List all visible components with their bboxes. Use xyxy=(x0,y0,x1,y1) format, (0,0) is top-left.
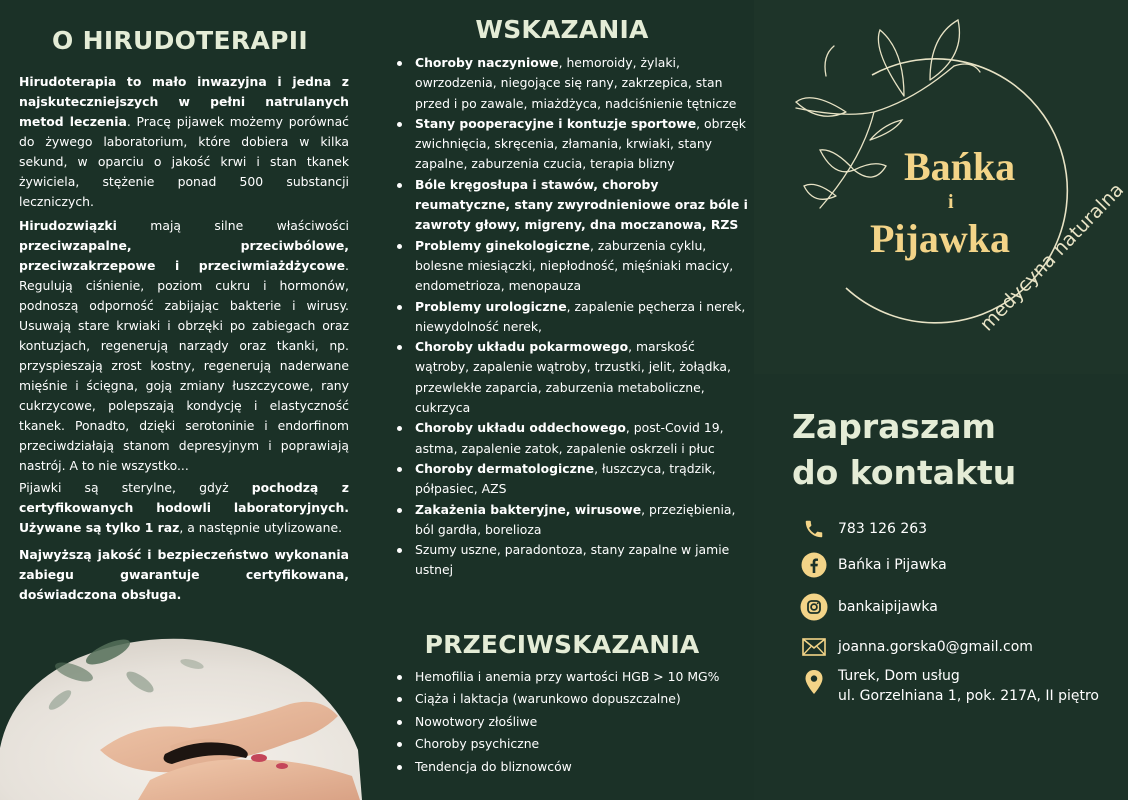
indications-panel xyxy=(370,0,754,800)
list-item: Ciąża i laktacja (warunkowo dopuszczalne) xyxy=(384,688,748,710)
item-bold: Choroby dermatologiczne xyxy=(415,460,595,476)
facebook-name: Bańka i Pijawka xyxy=(838,557,947,573)
item-bold: Choroby układu pokarmowego xyxy=(415,339,629,355)
phone-icon xyxy=(800,515,828,543)
contraindications-list xyxy=(384,666,748,778)
list-item xyxy=(384,500,748,541)
logo-line-3: Pijawka xyxy=(870,216,1010,261)
contact-email[interactable] xyxy=(800,633,1033,661)
item-bold: Zakażenia bakteryjne, wirusowe xyxy=(415,501,642,517)
location-pin-icon xyxy=(800,668,828,696)
contraindications-heading: PRZECIWSKAZANIA xyxy=(424,630,700,659)
contact-facebook[interactable] xyxy=(800,551,947,579)
email-address: joanna.gorska0@gmail.com xyxy=(838,639,1033,655)
item-text: , post-Covid 19, astma, zapalenie zatok, zapalenie oskrzeli i płuc xyxy=(415,420,724,456)
about-p3-text-1: Pijawki są sterylne, gdyż xyxy=(19,480,252,495)
contact-panel xyxy=(754,0,1128,800)
hands-leech-photo xyxy=(0,630,370,800)
item-bold: Stany pooperacyjne i kontuzje sportowe xyxy=(415,115,697,131)
about-paragraph-2 xyxy=(19,216,349,476)
about-p3-bold: pochodzą z certyfikowanych hodowli laboratoryjnych. Używane są tylko 1 raz xyxy=(19,480,349,535)
item-bold: Problemy urologiczne xyxy=(415,298,567,314)
list-item: Tendencja do bliznowców xyxy=(384,756,748,778)
list-item: Hemofilia i anemia przy wartości HGB > 10 MG% xyxy=(384,666,748,688)
about-paragraph-3 xyxy=(19,478,349,538)
address-line-2: ul. Gorzelniana 1, pok. 217A, II piętro xyxy=(838,688,1099,704)
instagram-handle: bankaipijawka xyxy=(838,599,938,615)
item-text: , zapalenie pęcherza i nerek, niewydolność nerek, xyxy=(415,298,746,334)
instagram-icon xyxy=(800,593,828,621)
item-bold: Problemy ginekologiczne xyxy=(415,237,590,253)
about-p1-text: . Pracę pijawek możemy porównać do żywego laboratorium, które dobiera w kilka sekund, w oparciu o jakość krwi i stan tkanek żywiciela, stężenie ponad 500 substancji leczniczych. xyxy=(19,114,349,209)
facebook-icon xyxy=(800,551,828,579)
contact-address xyxy=(800,666,1099,706)
about-p4-bold: Najwyższą jakość i bezpieczeństwo wykonania zabiegu gwarantuje certyfikowana, doświadczona obsługa. xyxy=(19,547,349,602)
list-item xyxy=(384,540,748,581)
address-line-1: Turek, Dom usług xyxy=(838,668,960,684)
item-text: , marskość wątroby, zapalenie wątroby, trzustki, jelit, żołądka, przewlekłe zaparcia, zaburzenia metaboliczne, cukrzyca xyxy=(415,339,731,416)
item-text: Szumy uszne, paradontoza, stany zapalne w jamie ustnej xyxy=(415,542,730,578)
indications-list xyxy=(384,53,748,581)
brand-logo xyxy=(754,0,1128,374)
logo-tagline: medycyna naturalna xyxy=(975,178,1128,336)
about-p3-text-2: , a następnie utylizowane. xyxy=(179,520,343,535)
list-item xyxy=(384,53,748,114)
indications-heading: WSKAZANIA xyxy=(475,15,649,44)
about-heading: O HIRUDOTERAPII xyxy=(52,26,308,55)
about-p2-bold-1: Hirudozwiązki xyxy=(19,218,117,233)
list-item xyxy=(384,114,748,175)
about-p2-text-2: . Regulują ciśnienie, poziom cukru i hormonów, podnoszą odporność zabijając bakterie i wirusy. Usuwają stare krwiaki i obrzęki po zabiegach oraz kontuzjach, regenerują narządy oraz tkanki, np. przyspieszają zrost kostny, regenerują naderwane mięśnie i ścięgna, goją zmiany łuszczycowe, rany cukrzycowe, polepszają kondycję i elastyczność tkanek. Ponadto, dzięki serotoninie i endorfinom przeciwdziałają stanom depresyjnym i poprawiają nastrój. A to nie wszystko... xyxy=(19,258,349,473)
item-text: , zaburzenia cyklu, bolesne miesiączki, niepłodność, mięśniaki macicy, endometrioza, menopauza xyxy=(415,237,734,294)
list-item xyxy=(384,418,748,459)
about-p1-bold: Hirudoterapia to mało inwazyjna i jedna z najskuteczniejszych w pełni natrulanych metod leczenia xyxy=(19,74,349,129)
item-text: , obrzęk zwichnięcia, skręcenia, złamania, krwiaki, stany zapalne, zaburzenia czucia, terapia blizny xyxy=(415,115,746,172)
contact-instagram[interactable] xyxy=(800,593,938,621)
about-panel xyxy=(0,0,370,800)
about-p2-text-1: mają silne właściwości xyxy=(116,218,349,233)
contact-heading xyxy=(792,404,1112,496)
contact-heading-line-2: do kontaktu xyxy=(792,453,1017,492)
item-text: , łuszczyca, trądzik, półpasiec, AZS xyxy=(415,460,716,497)
logo-line-1: Bańka xyxy=(904,144,1016,189)
about-p2-bold-2: przeciwzapalne, przeciwbólowe, przeciwzakrzepowe i przeciwmiażdżycowe xyxy=(19,238,349,273)
list-item xyxy=(384,297,748,338)
list-item xyxy=(384,459,748,500)
contact-phone[interactable] xyxy=(800,515,927,543)
list-item xyxy=(384,175,748,236)
mail-icon xyxy=(800,633,828,661)
about-paragraph-1 xyxy=(19,72,349,212)
list-item xyxy=(384,337,748,418)
item-bold: Choroby układu oddechowego xyxy=(415,420,626,436)
item-bold: Bóle kręgosłupa i stawów, choroby reumatyczne, stany zwyrodnieniowe oraz bóle i zawroty głowy, migreny, dna moczanowa, RZS xyxy=(415,176,748,233)
item-bold: Choroby naczyniowe xyxy=(415,55,559,70)
phone-number: 783 126 263 xyxy=(838,521,928,537)
item-text: , hemoroidy, żylaki, owrzodzenia, niegojące się rany, zakrzepica, stan przed i po zawale, miażdżyca, nadciśnienie tętnicze xyxy=(415,55,737,111)
list-item: Nowotwory złośliwe xyxy=(384,711,748,733)
about-paragraph-4 xyxy=(19,545,349,605)
item-text: , przeziębienia, ból gardła, borelioza xyxy=(415,501,736,537)
contact-heading-line-1: Zapraszam xyxy=(792,407,996,446)
list-item: Choroby psychiczne xyxy=(384,733,748,755)
logo-line-2: i xyxy=(948,191,954,213)
list-item xyxy=(384,236,748,297)
